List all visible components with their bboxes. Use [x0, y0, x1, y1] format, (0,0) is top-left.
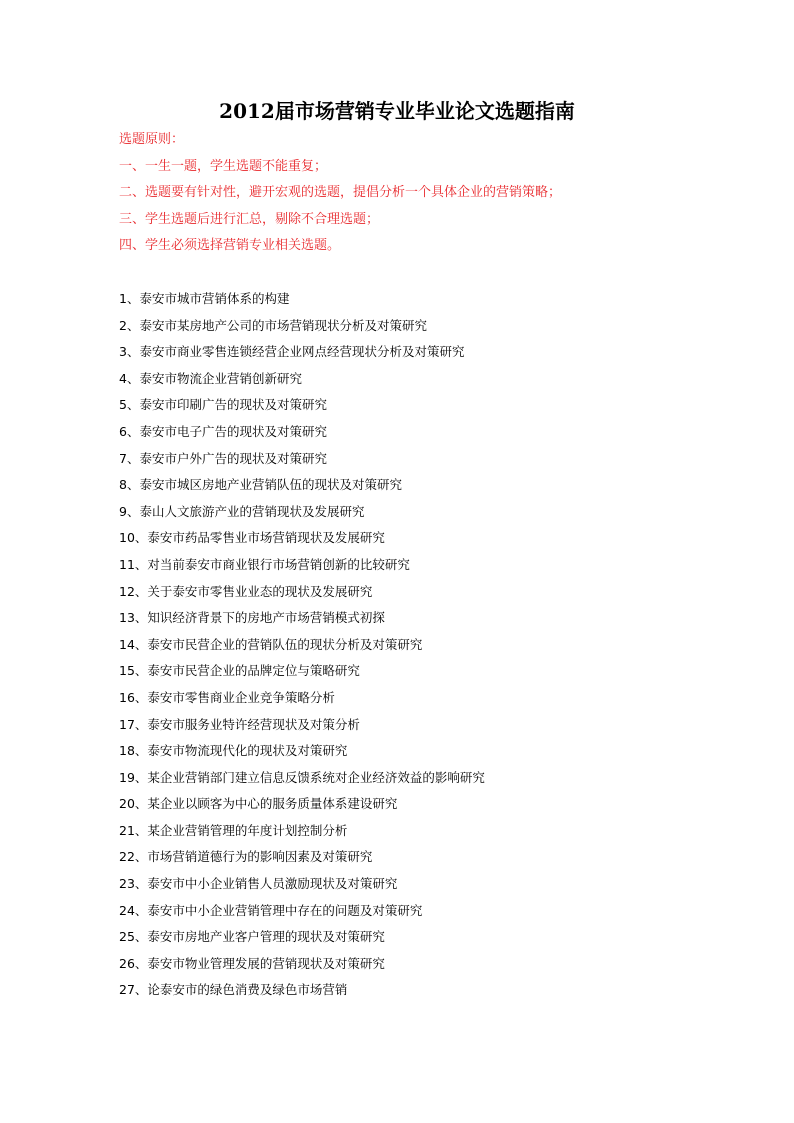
topic-list-item: 21、某企业营销管理的年度计划控制分析	[119, 822, 348, 838]
principles-heading: 选题原则：	[119, 132, 185, 147]
topic-list-item: 4、泰安市物流企业营销创新研究	[119, 370, 302, 386]
topic-list-item: 9、泰山人文旅游产业的营销现状及发展研究	[119, 503, 365, 519]
topic-list-item: 5、泰安市印刷广告的现状及对策研究	[119, 397, 327, 413]
selection-principles	[119, 127, 779, 260]
topic-list-item: 7、泰安市户外广告的现状及对策研究	[119, 450, 327, 466]
topic-list-item: 22、市场营销道德行为的影响因素及对策研究	[119, 849, 373, 865]
topic-list-item: 27、论泰安市的绿色消费及绿色市场营销	[119, 982, 348, 998]
topic-list-item: 13、知识经济背景下的房地产市场营销模式初探	[119, 610, 385, 626]
topic-list-item: 14、泰安市民营企业的营销队伍的现状分析及对策研究	[119, 636, 423, 652]
topic-list-item: 23、泰安市中小企业销售人员激励现状及对策研究	[119, 876, 398, 892]
topic-list-item: 16、泰安市零售商业企业竞争策略分析	[119, 689, 335, 705]
topic-list-item: 11、对当前泰安市商业银行市场营销创新的比较研究	[119, 556, 410, 572]
page-title: 2012届市场营销专业毕业论文选题指南	[219, 99, 575, 123]
topic-list-item: 8、泰安市城区房地产业营销队伍的现状及对策研究	[119, 477, 402, 493]
topic-list-item: 3、泰安市商业零售连锁经营企业网点经营现状分析及对策研究	[119, 344, 465, 360]
topic-list-item: 2、泰安市某房地产公司的市场营销现状分析及对策研究	[119, 317, 427, 333]
principle-item: 一、一生一题，学生选题不能重复；	[119, 158, 328, 174]
topic-list-item: 12、关于泰安市零售业业态的现状及发展研究	[119, 583, 373, 599]
topic-list-item: 17、泰安市服务业特许经营现状及对策分析	[119, 716, 360, 732]
topic-list-item: 19、某企业营销部门建立信息反馈系统对企业经济效益的影响研究	[119, 769, 485, 785]
topic-list-item: 18、泰安市物流现代化的现状及对策研究	[119, 743, 348, 759]
principle-item: 四、学生必须选择营销专业相关选题。	[119, 238, 341, 253]
topic-list-item: 20、某企业以顾客为中心的服务质量体系建设研究	[119, 796, 398, 812]
topic-list-item: 10、泰安市药品零售业市场营销现状及发展研究	[119, 530, 385, 546]
topic-list-item: 1、泰安市城市营销体系的构建	[119, 291, 290, 306]
principle-item: 三、学生选题后进行汇总，剔除不合理选题；	[119, 211, 380, 227]
topic-list-item: 24、泰安市中小企业营销管理中存在的问题及对策研究	[119, 902, 423, 918]
topic-list-item: 6、泰安市电子广告的现状及对策研究	[119, 423, 327, 439]
topic-list-item: 25、泰安市房地产业客户管理的现状及对策研究	[119, 929, 385, 945]
topic-list-item: 26、泰安市物业管理发展的营销现状及对策研究	[119, 955, 385, 971]
principle-item: 二、选题要有针对性，避开宏观的选题，提倡分析一个具体企业的营销策略；	[119, 185, 562, 200]
topic-list-item: 15、泰安市民营企业的品牌定位与策略研究	[119, 663, 360, 679]
topic-list	[119, 286, 779, 1004]
